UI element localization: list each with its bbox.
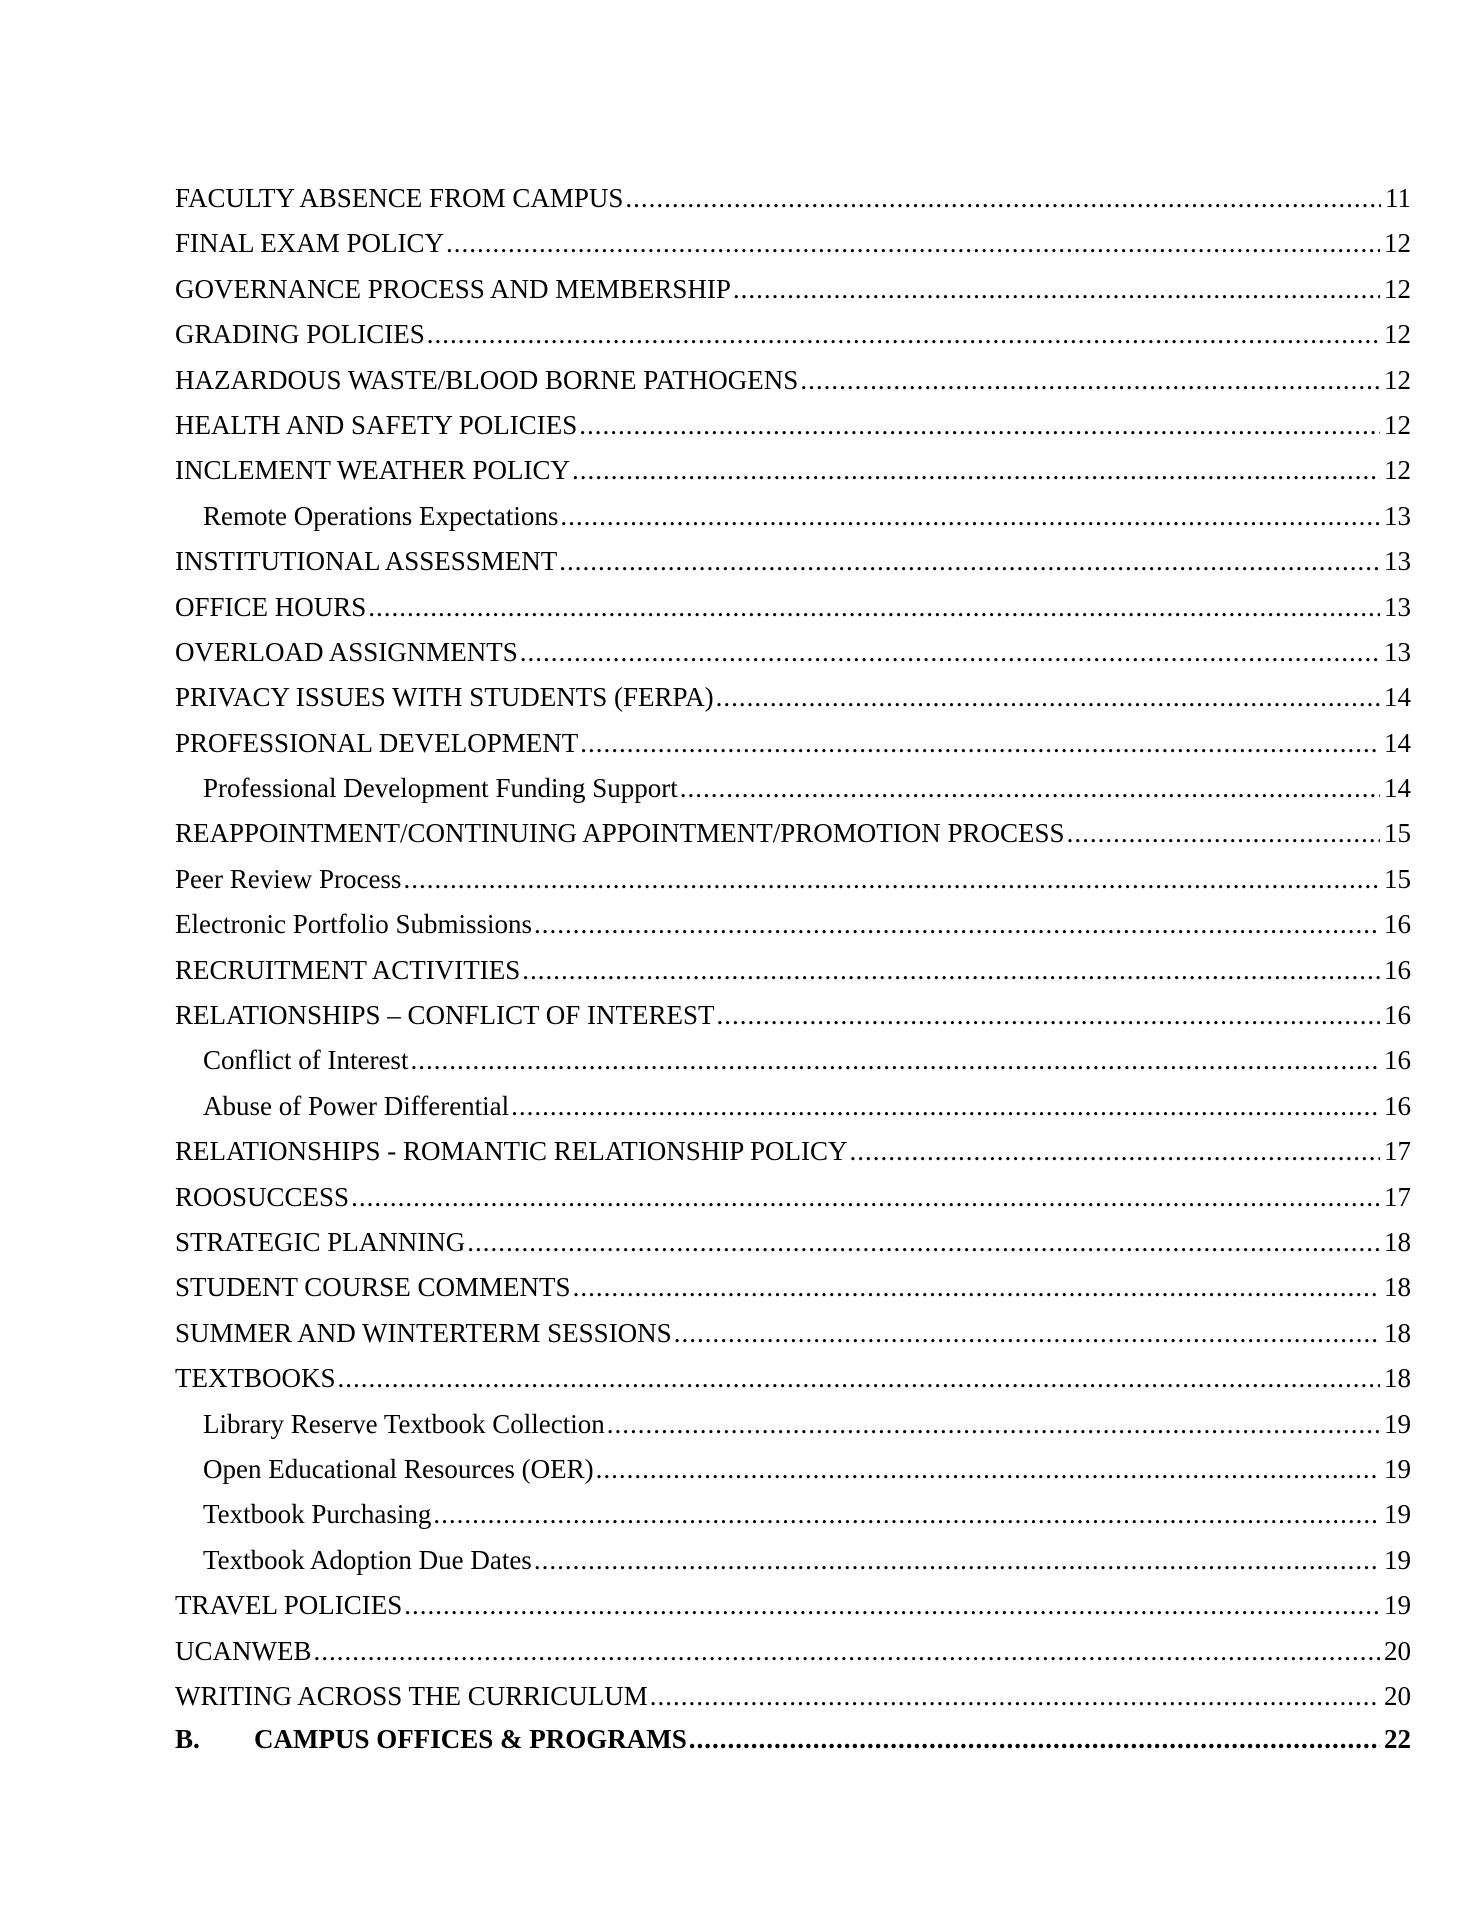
toc-entry[interactable] — [175, 1674, 1411, 1719]
toc-entry-title: INCLEMENT WEATHER POLICY — [175, 455, 570, 486]
toc-dot-leader — [534, 1538, 1380, 1583]
table-of-contents — [175, 176, 1411, 1759]
toc-entry-title: RECRUITMENT ACTIVITIES — [175, 954, 521, 985]
toc-section-heading[interactable] — [175, 1719, 1411, 1759]
toc-dot-leader — [314, 1629, 1381, 1674]
toc-dot-leader — [607, 1402, 1380, 1447]
toc-dot-leader — [572, 448, 1380, 493]
toc-dot-leader — [534, 902, 1380, 947]
toc-subentry[interactable] — [175, 1538, 1411, 1583]
toc-entry[interactable] — [175, 857, 1411, 902]
toc-entry-page-number: 19 — [1384, 1499, 1411, 1530]
toc-entry[interactable] — [175, 721, 1411, 766]
toc-dot-leader — [560, 494, 1380, 539]
toc-entry-page-number: 12 — [1384, 409, 1411, 440]
toc-entry-page-number: 12 — [1384, 319, 1411, 350]
toc-entry-title: Electronic Portfolio Submissions — [175, 909, 532, 940]
toc-dot-leader — [433, 1492, 1380, 1537]
toc-subentry[interactable] — [175, 1402, 1411, 1447]
toc-entry-page-number: 14 — [1384, 727, 1411, 758]
toc-entry[interactable] — [175, 1265, 1411, 1310]
toc-entry-page-number: 19 — [1384, 1453, 1411, 1484]
toc-section-page-number: 22 — [1384, 1724, 1411, 1755]
toc-section-title: CAMPUS OFFICES & PROGRAMS — [254, 1724, 687, 1755]
toc-dot-leader — [467, 1220, 1380, 1265]
toc-entry-title: Remote Operations Expectations — [203, 500, 559, 531]
toc-dot-leader — [559, 539, 1380, 584]
toc-dot-leader — [511, 1084, 1380, 1129]
toc-entry[interactable] — [175, 1220, 1411, 1265]
toc-entry[interactable] — [175, 1129, 1411, 1174]
toc-entry[interactable] — [175, 358, 1411, 403]
toc-dot-leader — [717, 993, 1380, 1038]
toc-entry[interactable] — [175, 1311, 1411, 1356]
toc-entry-page-number: 19 — [1384, 1590, 1411, 1621]
toc-entry-page-number: 12 — [1384, 273, 1411, 304]
toc-entry-page-number: 13 — [1384, 636, 1411, 667]
toc-entry-page-number: 12 — [1384, 228, 1411, 259]
toc-dot-leader — [404, 1583, 1380, 1628]
toc-subentry[interactable] — [175, 1038, 1411, 1083]
toc-entry-page-number: 20 — [1384, 1680, 1411, 1711]
toc-entry-page-number: 14 — [1384, 682, 1411, 713]
toc-entry-title: FACULTY ABSENCE FROM CAMPUS — [175, 183, 624, 213]
toc-entry-page-number: 12 — [1384, 364, 1411, 395]
toc-entry-title: Open Educational Resources (OER) — [203, 1453, 594, 1484]
toc-entry-page-number: 17 — [1384, 1181, 1411, 1212]
toc-entry-page-number: 16 — [1384, 1090, 1411, 1121]
toc-subentry[interactable] — [175, 1084, 1411, 1129]
toc-entry-title: FINAL EXAM POLICY — [175, 228, 444, 259]
toc-entry[interactable] — [175, 675, 1411, 720]
toc-entry-title: Peer Review Process — [175, 863, 402, 894]
toc-entry-title: Textbook Purchasing — [203, 1499, 432, 1530]
toc-dot-leader — [689, 1719, 1380, 1759]
toc-entry[interactable] — [175, 1583, 1411, 1628]
toc-entry-page-number: 11 — [1385, 183, 1411, 213]
toc-entry-page-number: 18 — [1384, 1363, 1411, 1394]
toc-dot-leader — [410, 1038, 1380, 1083]
toc-entry-title: WRITING ACROSS THE CURRICULUM — [175, 1680, 648, 1711]
toc-entry-title: OFFICE HOURS — [175, 591, 367, 622]
toc-entry[interactable] — [175, 811, 1411, 856]
toc-entry[interactable] — [175, 403, 1411, 448]
toc-entry-page-number: 16 — [1384, 909, 1411, 940]
toc-entry-title: REAPPOINTMENT/CONTINUING APPOINTMENT/PROMOTION PROCESS — [175, 818, 1065, 849]
toc-dot-leader — [338, 1356, 1381, 1401]
toc-entry-page-number: 20 — [1384, 1635, 1411, 1666]
toc-entry-title: SUMMER AND WINTERTERM SESSIONS — [175, 1317, 672, 1348]
toc-dot-leader — [674, 1311, 1380, 1356]
toc-dot-leader — [427, 312, 1380, 357]
toc-dot-leader — [403, 857, 1380, 902]
toc-entry-title: HEALTH AND SAFETY POLICIES — [175, 409, 578, 440]
toc-entry-title: TEXTBOOKS — [175, 1363, 336, 1394]
toc-dot-leader — [625, 176, 1381, 221]
toc-dot-leader — [368, 585, 1380, 630]
toc-entry[interactable] — [175, 176, 1411, 221]
toc-entry-list — [175, 176, 1411, 1719]
toc-entry[interactable] — [175, 1356, 1411, 1401]
toc-entry[interactable] — [175, 267, 1411, 312]
toc-entry[interactable] — [175, 993, 1411, 1038]
toc-entry[interactable] — [175, 448, 1411, 493]
toc-entry-title: GOVERNANCE PROCESS AND MEMBERSHIP — [175, 273, 731, 304]
toc-entry-page-number: 16 — [1384, 1000, 1411, 1031]
toc-entry-title: RELATIONSHIPS – CONFLICT OF INTEREST — [175, 1000, 715, 1031]
toc-dot-leader — [579, 403, 1380, 448]
toc-entry-title: STUDENT COURSE COMMENTS — [175, 1272, 571, 1303]
toc-entry-title: UCANWEB — [175, 1635, 312, 1666]
toc-entry[interactable] — [175, 1175, 1411, 1220]
toc-entry-page-number: 14 — [1384, 773, 1411, 804]
toc-entry[interactable] — [175, 312, 1411, 357]
toc-dot-leader — [680, 766, 1380, 811]
toc-entry-page-number: 12 — [1384, 455, 1411, 486]
toc-dot-leader — [716, 675, 1380, 720]
toc-entry[interactable] — [175, 1629, 1411, 1674]
toc-dot-leader — [580, 721, 1380, 766]
toc-entry-title: Professional Development Funding Support — [203, 773, 678, 804]
toc-entry-title: Library Reserve Textbook Collection — [203, 1408, 605, 1439]
toc-entry[interactable] — [175, 630, 1411, 675]
toc-entry[interactable] — [175, 902, 1411, 947]
toc-entry-title: PROFESSIONAL DEVELOPMENT — [175, 727, 579, 758]
toc-entry-title: Abuse of Power Differential — [203, 1090, 510, 1121]
toc-entry-title: INSTITUTIONAL ASSESSMENT — [175, 546, 558, 577]
toc-entry-page-number: 17 — [1384, 1136, 1411, 1167]
toc-dot-leader — [573, 1265, 1380, 1310]
toc-entry-page-number: 19 — [1384, 1544, 1411, 1575]
toc-entry[interactable] — [175, 221, 1411, 266]
toc-entry-page-number: 18 — [1384, 1226, 1411, 1257]
toc-subentry[interactable] — [175, 494, 1411, 539]
toc-entry-page-number: 19 — [1384, 1408, 1411, 1439]
toc-entry-title: HAZARDOUS WASTE/BLOOD BORNE PATHOGENS — [175, 364, 799, 395]
toc-subentry[interactable] — [175, 1492, 1411, 1537]
toc-entry-title: GRADING POLICIES — [175, 319, 425, 350]
toc-subentry[interactable] — [175, 766, 1411, 811]
toc-section-letter: B. — [175, 1724, 200, 1755]
toc-entry-title: ROOSUCCESS — [175, 1181, 350, 1212]
toc-subentry[interactable] — [175, 1447, 1411, 1492]
toc-entry-title: OVERLOAD ASSIGNMENTS — [175, 636, 518, 667]
toc-entry-title: PRIVACY ISSUES WITH STUDENTS (FERPA) — [175, 682, 714, 713]
toc-entry-page-number: 13 — [1384, 591, 1411, 622]
toc-entry-page-number: 16 — [1384, 954, 1411, 985]
toc-entry[interactable] — [175, 948, 1411, 993]
toc-dot-leader — [1067, 811, 1380, 856]
toc-entry[interactable] — [175, 539, 1411, 584]
toc-entry-title: TRAVEL POLICIES — [175, 1590, 403, 1621]
toc-dot-leader — [522, 948, 1380, 993]
toc-dot-leader — [850, 1129, 1380, 1174]
toc-entry-page-number: 18 — [1384, 1317, 1411, 1348]
toc-entry-page-number: 18 — [1384, 1272, 1411, 1303]
toc-entry-page-number: 16 — [1384, 1045, 1411, 1076]
toc-dot-leader — [650, 1674, 1380, 1719]
toc-entry-page-number: 15 — [1384, 818, 1411, 849]
toc-entry[interactable] — [175, 585, 1411, 630]
toc-entry-title: Textbook Adoption Due Dates — [203, 1544, 532, 1575]
toc-entry-page-number: 15 — [1384, 863, 1411, 894]
toc-dot-leader — [351, 1175, 1380, 1220]
toc-entry-title: RELATIONSHIPS - ROMANTIC RELATIONSHIP POLICY — [175, 1136, 848, 1167]
toc-entry-page-number: 13 — [1384, 546, 1411, 577]
toc-dot-leader — [596, 1447, 1380, 1492]
toc-entry-title: Conflict of Interest — [203, 1045, 409, 1076]
toc-entry-page-number: 13 — [1384, 500, 1411, 531]
toc-entry-title: STRATEGIC PLANNING — [175, 1226, 466, 1257]
toc-dot-leader — [446, 221, 1380, 266]
toc-dot-leader — [520, 630, 1380, 675]
toc-dot-leader — [800, 358, 1380, 403]
toc-dot-leader — [733, 267, 1380, 312]
